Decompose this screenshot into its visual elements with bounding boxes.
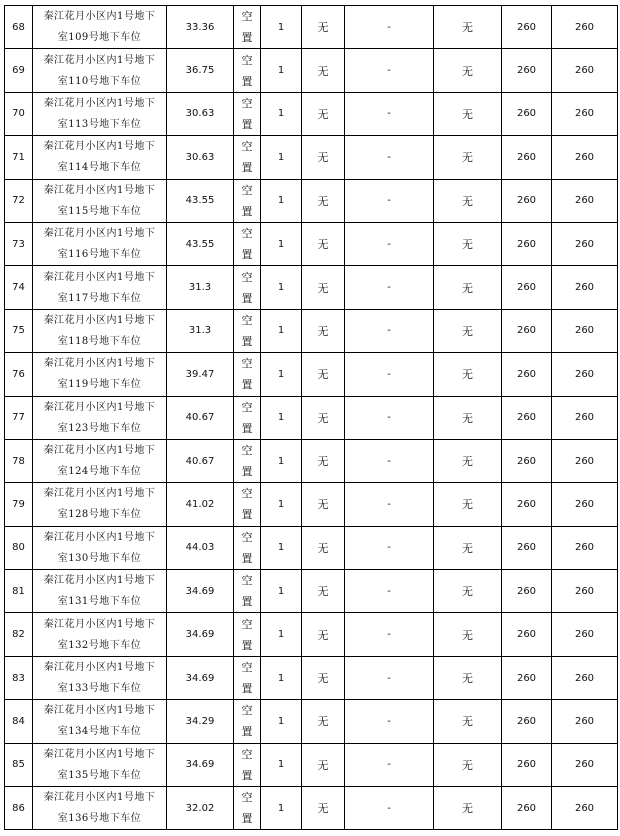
status-cell [234, 266, 261, 309]
location-line: 室134号地下车位 [57, 726, 142, 738]
location-line: 秦江花月小区内1号地下 [43, 445, 156, 457]
row-number-cell: 74 [5, 266, 33, 309]
remark-cell: 无 [434, 179, 502, 222]
dash-cell: - [345, 656, 434, 699]
encumbrance-cell: 无 [302, 483, 345, 526]
price-cell-a: 260 [502, 396, 552, 439]
status-char: 置 [241, 595, 253, 609]
dash-cell: - [345, 700, 434, 743]
row-number-cell: 68 [5, 6, 33, 49]
status-char: 置 [241, 421, 253, 435]
quantity-cell: 1 [261, 700, 302, 743]
location-line: 室117号地下车位 [57, 292, 142, 304]
price-cell-b: 260 [552, 526, 618, 569]
dash-cell: - [345, 179, 434, 222]
status-cell [234, 136, 261, 179]
table-row [5, 396, 618, 439]
area-cell: 34.69 [167, 613, 234, 656]
encumbrance-cell: 无 [302, 266, 345, 309]
status-cell [234, 570, 261, 613]
price-cell-b: 260 [552, 787, 618, 830]
table-row [5, 353, 618, 396]
price-cell-a: 260 [502, 222, 552, 265]
location-line: 秦江花月小区内1号地下 [43, 748, 156, 760]
remark-cell: 无 [434, 439, 502, 482]
area-cell: 40.67 [167, 439, 234, 482]
price-cell-a: 260 [502, 700, 552, 743]
location-line: 室123号地下车位 [57, 422, 142, 434]
status-cell [234, 396, 261, 439]
location-cell [33, 570, 167, 613]
location-line: 室119号地下车位 [57, 379, 142, 391]
price-cell-a: 260 [502, 6, 552, 49]
quantity-cell: 1 [261, 92, 302, 135]
remark-cell: 无 [434, 92, 502, 135]
status-cell [234, 439, 261, 482]
location-line: 秦江花月小区内1号地下 [43, 358, 156, 370]
status-cell [234, 483, 261, 526]
encumbrance-cell: 无 [302, 743, 345, 786]
price-cell-b: 260 [552, 743, 618, 786]
location-line: 室130号地下车位 [57, 552, 142, 564]
quantity-cell: 1 [261, 743, 302, 786]
encumbrance-cell: 无 [302, 656, 345, 699]
table-row [5, 6, 618, 49]
table-row [5, 136, 618, 179]
quantity-cell: 1 [261, 49, 302, 92]
row-number-cell: 73 [5, 222, 33, 265]
dash-cell: - [345, 92, 434, 135]
dash-cell: - [345, 787, 434, 830]
location-line: 室135号地下车位 [57, 769, 142, 781]
table-row [5, 613, 618, 656]
status-cell [234, 613, 261, 656]
remark-cell: 无 [434, 483, 502, 526]
dash-cell: - [345, 6, 434, 49]
status-char: 空 [241, 444, 253, 458]
price-cell-a: 260 [502, 526, 552, 569]
price-cell-a: 260 [502, 656, 552, 699]
dash-cell: - [345, 266, 434, 309]
location-line: 室118号地下车位 [57, 335, 142, 347]
price-cell-a: 260 [502, 787, 552, 830]
location-cell [33, 309, 167, 352]
status-char: 置 [241, 812, 253, 826]
price-cell-a: 260 [502, 439, 552, 482]
location-line: 室133号地下车位 [57, 683, 142, 695]
status-char: 置 [241, 31, 253, 45]
encumbrance-cell: 无 [302, 439, 345, 482]
dash-cell: - [345, 526, 434, 569]
status-cell [234, 6, 261, 49]
price-cell-b: 260 [552, 483, 618, 526]
location-line: 室110号地下车位 [57, 75, 142, 87]
price-cell-b: 260 [552, 439, 618, 482]
encumbrance-cell: 无 [302, 700, 345, 743]
location-line: 秦江花月小区内1号地下 [43, 97, 156, 109]
status-char: 置 [241, 725, 253, 739]
area-cell: 44.03 [167, 526, 234, 569]
status-cell [234, 179, 261, 222]
quantity-cell: 1 [261, 396, 302, 439]
remark-cell: 无 [434, 743, 502, 786]
status-char: 空 [241, 617, 253, 631]
table-row [5, 743, 618, 786]
table-row [5, 309, 618, 352]
remark-cell: 无 [434, 526, 502, 569]
price-cell-b: 260 [552, 266, 618, 309]
encumbrance-cell: 无 [302, 353, 345, 396]
price-cell-a: 260 [502, 483, 552, 526]
quantity-cell: 1 [261, 526, 302, 569]
status-char: 空 [241, 53, 253, 67]
quantity-cell: 1 [261, 483, 302, 526]
price-cell-a: 260 [502, 570, 552, 613]
table-row [5, 179, 618, 222]
location-line: 秦江花月小区内1号地下 [43, 184, 156, 196]
encumbrance-cell: 无 [302, 222, 345, 265]
location-line: 秦江花月小区内1号地下 [43, 11, 156, 23]
quantity-cell: 1 [261, 570, 302, 613]
encumbrance-cell: 无 [302, 396, 345, 439]
dash-cell: - [345, 396, 434, 439]
remark-cell: 无 [434, 266, 502, 309]
quantity-cell: 1 [261, 266, 302, 309]
quantity-cell: 1 [261, 353, 302, 396]
status-char: 置 [241, 117, 253, 131]
dash-cell: - [345, 743, 434, 786]
status-char: 置 [241, 378, 253, 392]
row-number-cell: 71 [5, 136, 33, 179]
area-cell: 34.69 [167, 656, 234, 699]
table-row [5, 483, 618, 526]
price-cell-a: 260 [502, 179, 552, 222]
status-cell [234, 787, 261, 830]
table-row [5, 222, 618, 265]
table-row [5, 787, 618, 830]
location-cell [33, 136, 167, 179]
area-cell: 30.63 [167, 92, 234, 135]
area-cell: 30.63 [167, 136, 234, 179]
location-line: 秦江花月小区内1号地下 [43, 531, 156, 543]
price-cell-b: 260 [552, 656, 618, 699]
dash-cell: - [345, 49, 434, 92]
price-cell-a: 260 [502, 743, 552, 786]
location-line: 室131号地下车位 [57, 596, 142, 608]
row-number-cell: 81 [5, 570, 33, 613]
status-cell [234, 92, 261, 135]
location-cell [33, 266, 167, 309]
area-cell: 40.67 [167, 396, 234, 439]
row-number-cell: 76 [5, 353, 33, 396]
area-cell: 41.02 [167, 483, 234, 526]
area-cell: 36.75 [167, 49, 234, 92]
row-number-cell: 84 [5, 700, 33, 743]
encumbrance-cell: 无 [302, 6, 345, 49]
quantity-cell: 1 [261, 6, 302, 49]
location-cell [33, 6, 167, 49]
quantity-cell: 1 [261, 656, 302, 699]
table-row [5, 92, 618, 135]
location-line: 秦江花月小区内1号地下 [43, 792, 156, 804]
price-cell-a: 260 [502, 309, 552, 352]
location-line: 秦江花月小区内1号地下 [43, 271, 156, 283]
location-cell [33, 49, 167, 92]
location-cell [33, 179, 167, 222]
status-char: 空 [241, 357, 253, 371]
location-line: 室124号地下车位 [57, 466, 142, 478]
area-cell: 34.69 [167, 743, 234, 786]
location-cell [33, 353, 167, 396]
row-number-cell: 85 [5, 743, 33, 786]
status-char: 置 [241, 74, 253, 88]
table-row [5, 656, 618, 699]
location-cell [33, 526, 167, 569]
area-cell: 34.29 [167, 700, 234, 743]
remark-cell: 无 [434, 613, 502, 656]
status-char: 空 [241, 487, 253, 501]
remark-cell: 无 [434, 309, 502, 352]
status-char: 置 [241, 291, 253, 305]
area-cell: 33.36 [167, 6, 234, 49]
row-number-cell: 83 [5, 656, 33, 699]
location-line: 秦江花月小区内1号地下 [43, 705, 156, 717]
status-cell [234, 656, 261, 699]
price-cell-b: 260 [552, 179, 618, 222]
encumbrance-cell: 无 [302, 49, 345, 92]
status-char: 置 [241, 551, 253, 565]
table-row [5, 526, 618, 569]
location-line: 秦江花月小区内1号地下 [43, 488, 156, 500]
row-number-cell: 72 [5, 179, 33, 222]
area-cell: 32.02 [167, 787, 234, 830]
location-line: 室128号地下车位 [57, 509, 142, 521]
status-cell [234, 743, 261, 786]
price-cell-b: 260 [552, 309, 618, 352]
remark-cell: 无 [434, 787, 502, 830]
location-line: 秦江花月小区内1号地下 [43, 54, 156, 66]
row-number-cell: 77 [5, 396, 33, 439]
dash-cell: - [345, 613, 434, 656]
status-char: 空 [241, 791, 253, 805]
table-row [5, 700, 618, 743]
remark-cell: 无 [434, 656, 502, 699]
encumbrance-cell: 无 [302, 526, 345, 569]
table-row [5, 439, 618, 482]
price-cell-b: 260 [552, 136, 618, 179]
dash-cell: - [345, 309, 434, 352]
location-line: 秦江花月小区内1号地下 [43, 575, 156, 587]
dash-cell: - [345, 483, 434, 526]
dash-cell: - [345, 439, 434, 482]
price-cell-a: 260 [502, 92, 552, 135]
location-cell [33, 483, 167, 526]
status-cell [234, 700, 261, 743]
encumbrance-cell: 无 [302, 136, 345, 179]
price-cell-b: 260 [552, 570, 618, 613]
price-cell-b: 260 [552, 6, 618, 49]
status-char: 置 [241, 204, 253, 218]
status-char: 空 [241, 140, 253, 154]
quantity-cell: 1 [261, 309, 302, 352]
status-char: 置 [241, 465, 253, 479]
area-cell: 34.69 [167, 570, 234, 613]
location-line: 室113号地下车位 [57, 118, 142, 130]
location-cell [33, 222, 167, 265]
status-cell [234, 49, 261, 92]
quantity-cell: 1 [261, 787, 302, 830]
status-char: 空 [241, 227, 253, 241]
remark-cell: 无 [434, 353, 502, 396]
remark-cell: 无 [434, 136, 502, 179]
price-cell-b: 260 [552, 613, 618, 656]
location-cell [33, 787, 167, 830]
status-char: 空 [241, 270, 253, 284]
dash-cell: - [345, 353, 434, 396]
status-char: 空 [241, 400, 253, 414]
location-line: 室114号地下车位 [57, 162, 142, 174]
location-cell [33, 613, 167, 656]
location-line: 室132号地下车位 [57, 639, 142, 651]
remark-cell: 无 [434, 49, 502, 92]
table-row [5, 49, 618, 92]
price-cell-b: 260 [552, 353, 618, 396]
quantity-cell: 1 [261, 136, 302, 179]
location-line: 秦江花月小区内1号地下 [43, 141, 156, 153]
row-number-cell: 69 [5, 49, 33, 92]
table-body [5, 6, 618, 830]
price-cell-a: 260 [502, 266, 552, 309]
row-number-cell: 70 [5, 92, 33, 135]
quantity-cell: 1 [261, 439, 302, 482]
table-row [5, 266, 618, 309]
price-cell-a: 260 [502, 613, 552, 656]
status-char: 置 [241, 248, 253, 262]
location-cell [33, 656, 167, 699]
location-line: 秦江花月小区内1号地下 [43, 314, 156, 326]
area-cell: 31.3 [167, 309, 234, 352]
encumbrance-cell: 无 [302, 92, 345, 135]
location-cell [33, 743, 167, 786]
location-line: 室109号地下车位 [57, 32, 142, 44]
location-line: 秦江花月小区内1号地下 [43, 401, 156, 413]
location-line: 室136号地下车位 [57, 813, 142, 825]
row-number-cell: 79 [5, 483, 33, 526]
encumbrance-cell: 无 [302, 179, 345, 222]
price-cell-a: 260 [502, 136, 552, 179]
status-cell [234, 526, 261, 569]
area-cell: 31.3 [167, 266, 234, 309]
remark-cell: 无 [434, 570, 502, 613]
status-char: 空 [241, 96, 253, 110]
price-cell-b: 260 [552, 49, 618, 92]
dash-cell: - [345, 222, 434, 265]
encumbrance-cell: 无 [302, 613, 345, 656]
status-cell [234, 309, 261, 352]
remark-cell: 无 [434, 396, 502, 439]
row-number-cell: 75 [5, 309, 33, 352]
location-line: 秦江花月小区内1号地下 [43, 618, 156, 630]
parking-space-table [4, 5, 618, 830]
status-char: 空 [241, 704, 253, 718]
remark-cell: 无 [434, 700, 502, 743]
status-char: 置 [241, 768, 253, 782]
area-cell: 39.47 [167, 353, 234, 396]
dash-cell: - [345, 136, 434, 179]
status-char: 置 [241, 508, 253, 522]
location-line: 秦江花月小区内1号地下 [43, 662, 156, 674]
status-char: 空 [241, 747, 253, 761]
price-cell-a: 260 [502, 353, 552, 396]
area-cell: 43.55 [167, 222, 234, 265]
quantity-cell: 1 [261, 613, 302, 656]
encumbrance-cell: 无 [302, 309, 345, 352]
price-cell-b: 260 [552, 92, 618, 135]
remark-cell: 无 [434, 6, 502, 49]
row-number-cell: 78 [5, 439, 33, 482]
location-line: 秦江花月小区内1号地下 [43, 228, 156, 240]
dash-cell: - [345, 570, 434, 613]
status-char: 空 [241, 10, 253, 24]
quantity-cell: 1 [261, 179, 302, 222]
status-char: 空 [241, 661, 253, 675]
row-number-cell: 86 [5, 787, 33, 830]
area-cell: 43.55 [167, 179, 234, 222]
status-char: 空 [241, 530, 253, 544]
quantity-cell: 1 [261, 222, 302, 265]
row-number-cell: 80 [5, 526, 33, 569]
location-cell [33, 439, 167, 482]
status-cell [234, 222, 261, 265]
location-cell [33, 92, 167, 135]
encumbrance-cell: 无 [302, 787, 345, 830]
location-line: 室115号地下车位 [57, 205, 142, 217]
location-cell [33, 700, 167, 743]
price-cell-b: 260 [552, 222, 618, 265]
location-cell [33, 396, 167, 439]
status-char: 置 [241, 638, 253, 652]
table-row [5, 570, 618, 613]
price-cell-b: 260 [552, 396, 618, 439]
status-char: 空 [241, 183, 253, 197]
status-char: 空 [241, 313, 253, 327]
status-char: 置 [241, 682, 253, 696]
status-char: 空 [241, 574, 253, 588]
price-cell-a: 260 [502, 49, 552, 92]
encumbrance-cell: 无 [302, 570, 345, 613]
status-char: 置 [241, 334, 253, 348]
row-number-cell: 82 [5, 613, 33, 656]
status-char: 置 [241, 161, 253, 175]
remark-cell: 无 [434, 222, 502, 265]
status-cell [234, 353, 261, 396]
location-line: 室116号地下车位 [57, 249, 142, 261]
price-cell-b: 260 [552, 700, 618, 743]
